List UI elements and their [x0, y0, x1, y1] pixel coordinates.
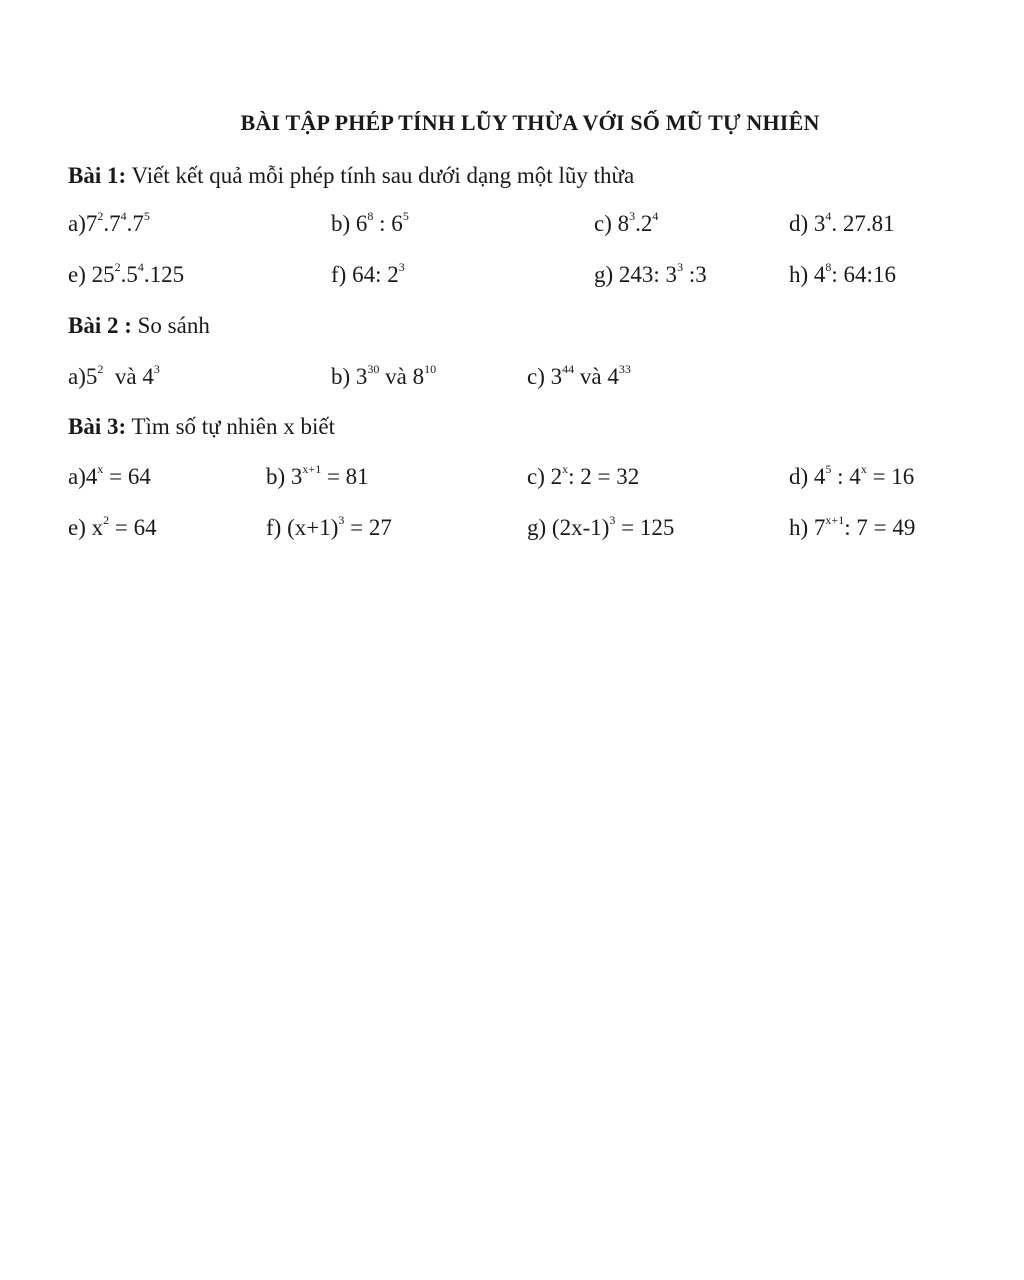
- math-text: : 2 = 32: [568, 464, 640, 489]
- exponent: 4: [652, 209, 659, 223]
- exercise-1-item-g: [594, 262, 707, 288]
- exponent: 3: [153, 362, 160, 376]
- math-text: : 7 = 49: [844, 515, 916, 540]
- exponent: 3: [398, 260, 405, 274]
- math-text: e) x: [68, 515, 104, 540]
- math-text: = 125: [615, 515, 675, 540]
- math-text: và 4: [103, 364, 154, 389]
- math-text: = 64: [109, 515, 157, 540]
- exercise-3-item-d: [789, 464, 914, 490]
- exercise-1-item-d: [789, 211, 895, 237]
- exercise-1-instruction: Viết kết quả mỗi phép tính sau dưới dạng một lũy thừa: [131, 163, 635, 188]
- math-text: c) 8: [594, 211, 630, 236]
- exponent: x: [97, 462, 104, 476]
- math-text: : 6: [373, 211, 403, 236]
- math-text: .125: [143, 262, 185, 287]
- exponent: x+1: [825, 513, 845, 527]
- exercise-2-item-a: [68, 364, 160, 390]
- math-text: a)5: [68, 364, 98, 389]
- exercise-2-item-b: [331, 364, 436, 390]
- exponent: x: [860, 462, 867, 476]
- math-text: d) 4: [789, 464, 826, 489]
- math-text: = 81: [321, 464, 369, 489]
- exercise-1-row-2: [0, 262, 1024, 298]
- exercise-3-item-e: [68, 515, 157, 541]
- exponent: 3: [609, 513, 616, 527]
- math-text: g) 243: 3: [594, 262, 678, 287]
- exercise-3-heading: [68, 414, 335, 440]
- exponent: 4: [825, 209, 832, 223]
- math-text: và 4: [574, 364, 619, 389]
- math-text: c) 3: [527, 364, 563, 389]
- exercise-3-item-b: [266, 464, 369, 490]
- exercise-2-label: Bài 2 :: [68, 313, 132, 338]
- exponent: 2: [114, 260, 121, 274]
- math-text: e) 25: [68, 262, 115, 287]
- exercise-1-item-f: [331, 262, 405, 288]
- math-text: b) 3: [266, 464, 303, 489]
- exponent: 5: [143, 209, 150, 223]
- math-text: a)7: [68, 211, 98, 236]
- exercise-3-item-h: [789, 515, 915, 541]
- math-text: b) 3: [331, 364, 368, 389]
- math-text: = 27: [344, 515, 392, 540]
- exponent: 30: [367, 362, 380, 376]
- exercise-3-item-a: [68, 464, 151, 490]
- exponent: 2: [103, 513, 110, 527]
- math-text: h) 7: [789, 515, 826, 540]
- math-text: .5: [120, 262, 138, 287]
- math-text: = 16: [866, 464, 915, 489]
- exponent: 5: [402, 209, 409, 223]
- exercise-1-heading: [68, 163, 634, 189]
- exercise-2-item-c: [527, 364, 631, 390]
- math-text: .7: [126, 211, 144, 236]
- exponent: 4: [120, 209, 127, 223]
- math-text: : 64:16: [831, 262, 896, 287]
- exercise-1-item-b: [331, 211, 409, 237]
- math-text: d) 3: [789, 211, 826, 236]
- exercise-3-row-2: [0, 515, 1024, 551]
- exponent: 2: [97, 362, 104, 376]
- exponent: 2: [97, 209, 104, 223]
- exercise-1-item-a: [68, 211, 150, 237]
- exercise-1-label: Bài 1:: [68, 163, 127, 188]
- exercise-3-item-f: [266, 515, 392, 541]
- exercise-3-item-c: [527, 464, 639, 490]
- math-text: c) 2: [527, 464, 563, 489]
- exercise-1-item-c: [594, 211, 658, 237]
- math-text: f) 64: 2: [331, 262, 399, 287]
- exponent: 3: [677, 260, 684, 274]
- exercise-3-instruction: Tìm số tự nhiên x biết: [131, 414, 335, 439]
- exercise-1-item-h: [789, 262, 896, 288]
- exercise-2-instruction: So sánh: [137, 313, 210, 338]
- math-text: .2: [635, 211, 653, 236]
- exponent: 5: [825, 462, 832, 476]
- math-text: g) (2x-1): [527, 515, 610, 540]
- math-text: . 27.81: [831, 211, 895, 236]
- exponent: 3: [629, 209, 636, 223]
- exponent: 10: [424, 362, 437, 376]
- math-text: .7: [103, 211, 121, 236]
- math-text: = 64: [103, 464, 151, 489]
- math-text: :3: [683, 262, 707, 287]
- worksheet-title: BÀI TẬP PHÉP TÍNH LŨY THỪA VỚI SỐ MŨ TỰ NHIÊN: [240, 110, 820, 135]
- exponent: x+1: [302, 462, 322, 476]
- math-text: và 8: [379, 364, 425, 389]
- exponent: 33: [618, 362, 631, 376]
- exercise-3-item-g: [527, 515, 674, 541]
- exercise-2-row-1: [0, 364, 1024, 400]
- exercise-2-heading: [68, 313, 210, 339]
- exponent: 44: [562, 362, 575, 376]
- exponent: 8: [825, 260, 832, 274]
- exercise-3-row-1: [0, 464, 1024, 500]
- exponent: 4: [137, 260, 144, 274]
- exercise-1-row-1: [0, 211, 1024, 247]
- exercise-3-label: Bài 3:: [68, 414, 127, 439]
- exponent: x: [562, 462, 569, 476]
- math-text: h) 4: [789, 262, 826, 287]
- exponent: 8: [367, 209, 374, 223]
- math-text: a)4: [68, 464, 98, 489]
- math-text: b) 6: [331, 211, 368, 236]
- exercise-1-item-e: [68, 262, 184, 288]
- math-text: f) (x+1): [266, 515, 339, 540]
- exponent: 3: [338, 513, 345, 527]
- math-text: : 4: [831, 464, 861, 489]
